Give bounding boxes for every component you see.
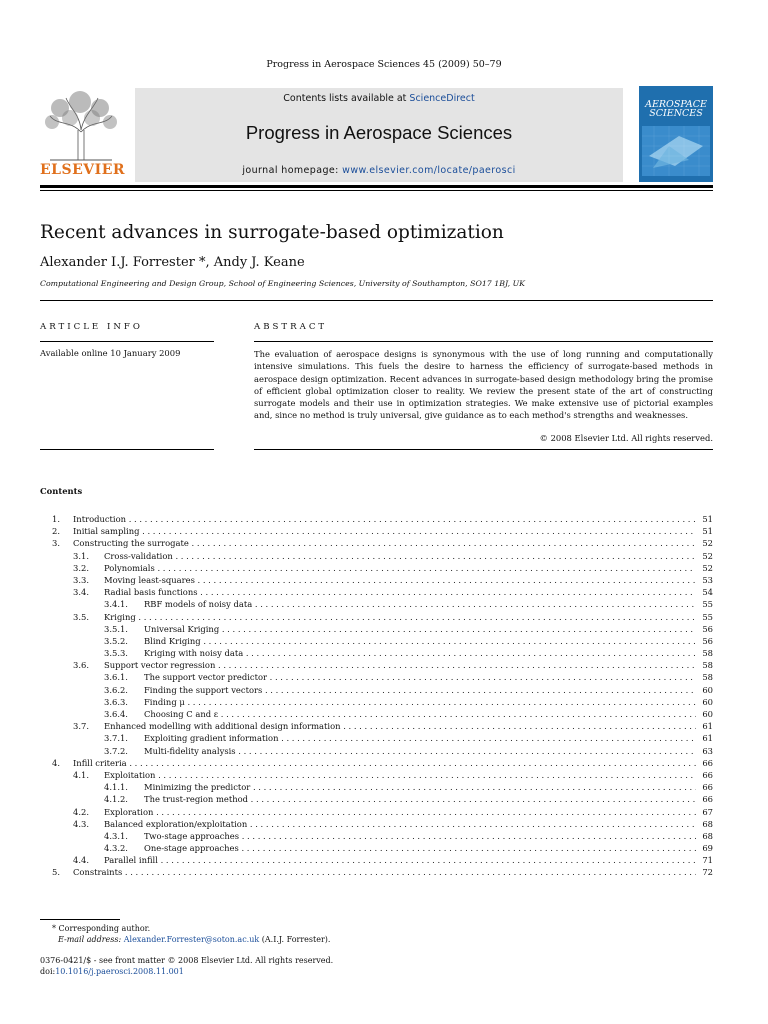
toc-entry-number: 5. xyxy=(52,867,60,878)
toc-entry-page: 54 xyxy=(696,586,713,598)
article-info-rule xyxy=(40,341,214,342)
contents-heading: Contents xyxy=(40,486,83,496)
toc-entry[interactable] xyxy=(40,537,713,549)
toc-entry-title: Kriging with noisy data . . . xyxy=(144,647,697,659)
toc-entry-number: 1. xyxy=(52,514,60,524)
toc-entry-page: 60 xyxy=(696,684,713,696)
homepage-link[interactable]: www.elsevier.com/locate/paerosci xyxy=(342,165,516,176)
toc-entry-title: The trust-region method . . . xyxy=(144,793,697,805)
corresponding-author-note: * Corresponding author. xyxy=(52,924,151,933)
toc-entry-number: 3.5.2. xyxy=(104,635,128,646)
toc-entry[interactable] xyxy=(40,842,713,854)
toc-entry-title: Parallel infill . . . xyxy=(104,854,697,866)
toc-entry-number: 3.3. xyxy=(73,574,89,585)
toc-entry-title: Enhanced modelling with additional design information . . . xyxy=(104,720,697,732)
toc-entry[interactable] xyxy=(40,830,713,842)
toc-entry-number: 4.4. xyxy=(73,855,89,866)
toc-entry[interactable] xyxy=(40,671,713,683)
toc-entry[interactable] xyxy=(40,806,713,818)
cover-title-line1: AEROSPACE xyxy=(645,99,707,110)
toc-entry-number: 3.5. xyxy=(73,611,89,622)
section-rule xyxy=(40,300,713,301)
toc-entry-title: Finding μ . . . xyxy=(144,696,697,708)
toc-entry-page: 68 xyxy=(696,830,713,842)
cover-title-line2: SCIENCES xyxy=(649,108,703,119)
doi-link[interactable]: 10.1016/j.paerosci.2008.11.001 xyxy=(55,967,184,976)
toc-entry-number: 3.7. xyxy=(73,721,89,732)
toc-entry-number: 3.7.2. xyxy=(104,745,128,756)
toc-entry-title: Exploration . . . xyxy=(104,806,697,818)
email-link[interactable]: Alexander.Forrester@soton.ac.uk xyxy=(123,935,260,944)
toc-entry[interactable] xyxy=(40,708,713,720)
toc-entry[interactable] xyxy=(40,818,713,830)
toc-entry-page: 71 xyxy=(696,854,713,866)
toc-entry[interactable] xyxy=(40,769,713,781)
toc-entry[interactable] xyxy=(40,611,713,623)
journal-citation: Progress in Aerospace Sciences 45 (2009) 50–79 xyxy=(266,59,502,70)
homepage-label: journal homepage: xyxy=(242,165,343,176)
toc-entry-number: 3.6.4. xyxy=(104,709,128,719)
article-info-heading: ARTICLE INFO xyxy=(40,322,143,332)
toc-entry-page: 56 xyxy=(696,635,713,647)
toc-entry[interactable] xyxy=(40,550,713,562)
toc-entry-title: Multi-fidelity analysis . . . xyxy=(144,745,697,757)
toc-entry[interactable] xyxy=(40,793,713,805)
toc-entry-page: 69 xyxy=(696,842,713,854)
issn-line: 0376-0421/$ - see front matter © 2008 Elsevier Ltd. All rights reserved. xyxy=(40,956,334,965)
toc-entry-title: Constructing the surrogate . . . xyxy=(73,537,697,549)
toc-entry-title: Constraints . . . xyxy=(73,866,697,878)
toc-entry[interactable] xyxy=(40,757,713,769)
contents-available-label: Contents lists available at xyxy=(283,93,410,104)
toc-entry-title: Choosing C and ε . . . xyxy=(144,708,697,720)
toc-entry-title: Infill criteria . . . xyxy=(73,757,697,769)
toc-entry-page: 58 xyxy=(696,647,713,659)
toc-entry-title: One-stage approaches . . . xyxy=(144,842,697,854)
toc-entry-page: 68 xyxy=(696,818,713,830)
toc-entry[interactable] xyxy=(40,598,713,610)
toc-entry-page: 51 xyxy=(696,525,713,537)
toc-entry-number: 2. xyxy=(52,526,60,537)
toc-entry-title: Finding the support vectors . . . xyxy=(144,684,697,696)
toc-entry-number: 3. xyxy=(52,538,60,549)
toc-entry-number: 3.5.1. xyxy=(104,623,128,634)
toc-entry-title: Minimizing the predictor . . . xyxy=(144,781,697,793)
contents-available xyxy=(135,93,623,104)
header-rule-thin xyxy=(40,190,713,191)
toc-entry-page: 66 xyxy=(696,757,713,769)
toc-entry-number: 3.6. xyxy=(73,660,89,671)
email-label: E-mail address: xyxy=(58,935,124,944)
toc-entry-page: 55 xyxy=(696,598,713,610)
toc-entry-number: 4. xyxy=(52,757,60,768)
toc-entry[interactable] xyxy=(40,562,713,574)
toc-entry[interactable] xyxy=(40,659,713,671)
toc-entry[interactable] xyxy=(40,574,713,586)
toc-entry-page: 58 xyxy=(696,659,713,671)
toc-entry-number: 4.3. xyxy=(73,818,89,829)
toc-entry-title: Moving least-squares . . . xyxy=(104,574,697,586)
toc-entry-page: 53 xyxy=(696,574,713,586)
toc-entry-page: 52 xyxy=(696,562,713,574)
toc-entry-page: 58 xyxy=(696,671,713,683)
doi-line xyxy=(40,967,184,976)
toc-entry-number: 3.7.1. xyxy=(104,733,128,744)
header-rule-thick xyxy=(40,185,713,188)
toc-entry-number: 4.3.1. xyxy=(104,830,128,841)
toc-entry-page: 66 xyxy=(696,781,713,793)
toc-entry-title: Balanced exploration/exploitation . . . xyxy=(104,818,697,830)
toc-entry[interactable] xyxy=(40,732,713,744)
abstract-copyright: © 2008 Elsevier Ltd. All rights reserved. xyxy=(539,433,713,443)
journal-title: Progress in Aerospace Sciences xyxy=(245,122,513,143)
toc-entry-title: Kriging . . . xyxy=(104,611,697,623)
footnote-rule xyxy=(40,919,120,920)
toc-entry-page: 60 xyxy=(696,708,713,720)
toc-entry-title: Polynomials . . . xyxy=(104,562,697,574)
article-authors: Alexander I.J. Forrester *, Andy J. Keane xyxy=(40,255,305,270)
toc-entry-title: Initial sampling . . . xyxy=(73,525,697,537)
toc-entry-title: The support vector predictor . . . xyxy=(144,671,697,683)
journal-cover xyxy=(639,86,713,182)
toc-entry[interactable] xyxy=(40,781,713,793)
toc-entry-page: 52 xyxy=(696,537,713,549)
toc-entry[interactable] xyxy=(40,647,713,659)
available-online: Available online 10 January 2009 xyxy=(40,348,181,358)
email-footnote xyxy=(58,935,330,944)
toc-entry-page: 55 xyxy=(696,611,713,623)
toc-entry[interactable] xyxy=(40,623,713,635)
toc-entry[interactable] xyxy=(40,525,713,537)
toc-entry[interactable] xyxy=(40,684,713,696)
table-of-contents xyxy=(40,513,713,879)
toc-entry[interactable] xyxy=(40,745,713,757)
toc-entry-title: Two-stage approaches . . . xyxy=(144,830,697,842)
toc-entry-title: Radial basis functions . . . xyxy=(104,586,697,598)
abstract-heading: ABSTRACT xyxy=(254,322,328,332)
toc-entry[interactable] xyxy=(40,513,713,525)
journal-homepage xyxy=(135,165,623,176)
toc-entry-number: 4.2. xyxy=(73,806,89,817)
email-suffix: (A.I.J. Forrester). xyxy=(259,935,331,944)
doi-label: doi: xyxy=(40,967,56,976)
publisher-logo-text: ELSEVIER xyxy=(40,162,126,178)
toc-entry-page: 67 xyxy=(696,806,713,818)
toc-entry-number: 3.5.3. xyxy=(104,648,128,659)
toc-entry-title: Universal Kriging . . . xyxy=(144,623,697,635)
toc-entry-number: 4.1.2. xyxy=(104,794,128,805)
article-affiliation: Computational Engineering and Design Group, School of Engineering Sciences, University of Southampton, SO17 1BJ, UK xyxy=(40,279,525,288)
toc-entry[interactable] xyxy=(40,696,713,708)
toc-entry-number: 3.4. xyxy=(73,587,89,598)
toc-entry-title: Introduction . . . xyxy=(73,513,697,525)
toc-entry-page: 63 xyxy=(696,745,713,757)
toc-entry-page: 72 xyxy=(696,866,713,878)
abstract-rule-bottom xyxy=(254,449,713,450)
toc-entry-number: 3.6.2. xyxy=(104,684,128,695)
toc-entry-number: 3.6.1. xyxy=(104,672,128,683)
toc-entry[interactable] xyxy=(40,635,713,647)
toc-entry-title: Support vector regression . . . xyxy=(104,659,697,671)
toc-entry-title: Blind Kriging . . . xyxy=(144,635,697,647)
toc-entry-title: Exploiting gradient information . . . xyxy=(144,732,697,744)
article-info-rule-bottom xyxy=(40,449,214,450)
toc-entry-page: 51 xyxy=(696,513,713,525)
toc-entry-number: 4.3.2. xyxy=(104,843,128,854)
toc-entry-page: 66 xyxy=(696,793,713,805)
toc-entry-number: 3.1. xyxy=(73,550,89,561)
abstract-rule xyxy=(254,341,713,342)
abstract-text: The evaluation of aerospace designs is synonymous with the use of long running and computationally intensive simulations. This fuels the desire to harness the efficiency of surrogate-based methods in aerospace design optimization. Recent advances in surrogate-based design methodology bring the promise of efficient global optimization closer to reality. We review the present state of the art of constructing surrogate models and their use in optimization strategies. We make extensive use of pictorial examples and, since no method is truly universal, give guidance as to each method's strengths and weaknesses. xyxy=(254,349,713,421)
toc-entry-page: 61 xyxy=(696,732,713,744)
toc-entry-page: 56 xyxy=(696,623,713,635)
toc-entry-page: 60 xyxy=(696,696,713,708)
toc-entry-page: 66 xyxy=(696,769,713,781)
toc-entry[interactable] xyxy=(40,586,713,598)
toc-entry-page: 61 xyxy=(696,720,713,732)
toc-entry-number: 4.1. xyxy=(73,769,89,780)
toc-entry-number: 3.6.3. xyxy=(104,696,128,707)
toc-entry-title: Cross-validation . . . xyxy=(104,550,697,562)
toc-entry-number: 3.4.1. xyxy=(104,599,128,610)
toc-entry[interactable] xyxy=(40,720,713,732)
toc-entry-page: 52 xyxy=(696,550,713,562)
toc-entry-number: 3.2. xyxy=(73,562,89,573)
toc-entry[interactable] xyxy=(40,854,713,866)
toc-entry-title: Exploitation . . . xyxy=(104,769,697,781)
sciencedirect-link[interactable]: ScienceDirect xyxy=(409,93,475,104)
toc-entry[interactable] xyxy=(40,866,713,878)
article-title: Recent advances in surrogate-based optimization xyxy=(40,222,504,243)
toc-entry-number: 4.1.1. xyxy=(104,782,128,793)
toc-entry-title: RBF models of noisy data . . . xyxy=(144,598,697,610)
